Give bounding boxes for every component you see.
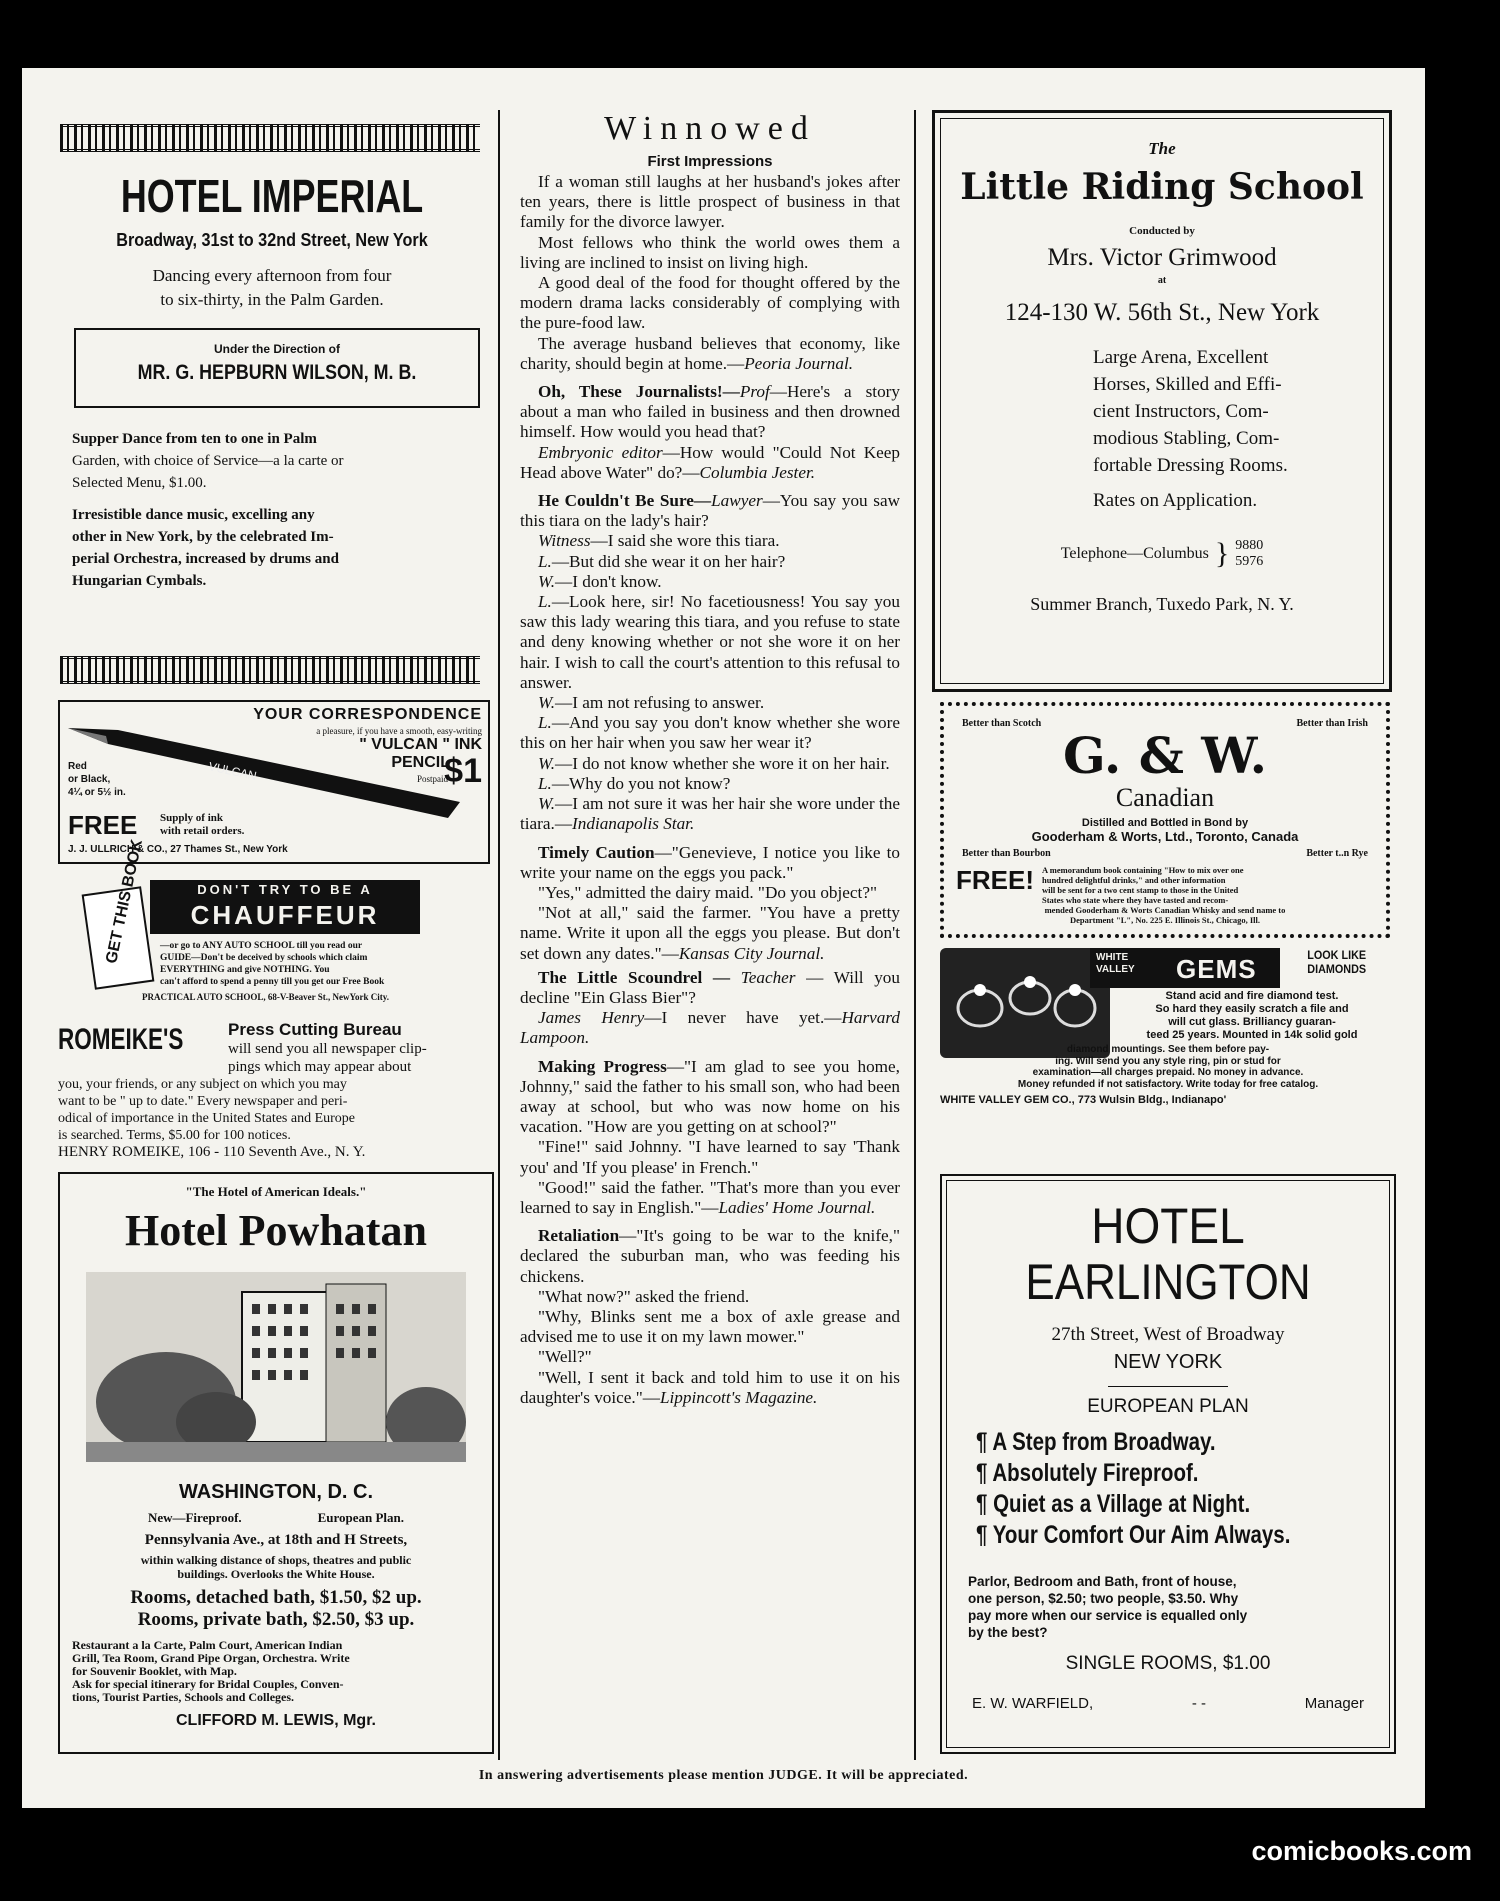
speaker: L. [538, 592, 552, 612]
text-line: Canadian [1115, 783, 1215, 812]
column-rule [498, 110, 500, 1760]
text-line: Department "L", No. 225 E. Illinois St., Chicago, Ill. [1069, 915, 1261, 925]
director-name: MR. G. HEPBURN WILSON, M. B. [137, 361, 417, 384]
speaker: W. [538, 753, 556, 773]
page-footer: In answering advertisements please mention JUDGE. It will be appreciated. [478, 1768, 969, 1783]
text-span: —I do not know whether she wore it on her hair. [555, 753, 890, 773]
hotel-earlington-ad [940, 1174, 1396, 1754]
book-illustration [82, 838, 155, 989]
pencil-imprint: VULCAN [207, 759, 258, 784]
text-span: "Not at all," said the farmer. "You have a pretty name. Write it upon all the eggs you please. But don't set down any dates."— [520, 903, 900, 963]
text-line: will be sent for a two cent stamp to those in the United [1042, 885, 1239, 895]
text-line: VALLEY [1096, 964, 1135, 975]
text-line: pay more when our service is equalled only [968, 1608, 1248, 1623]
ad-title: Hotel Powhatan [125, 1206, 427, 1255]
joke-heading: Oh, These Journalists!— [538, 382, 740, 402]
direction-label: Under the Direction of [213, 342, 340, 356]
banner-small-text [1096, 952, 1135, 976]
joke-heading: Timely Caution [538, 842, 655, 862]
paragraph [520, 592, 900, 693]
comparison-row [944, 844, 1386, 859]
text-line: want to be " up to date." Every newspaper and peri- [58, 1094, 348, 1109]
paragraph: "Why, Blinks sent me a box of axle grease and advised me to use it on my lawn mower." [520, 1306, 900, 1347]
text-line: Grill, Tea Room, Grand Pipe Organ, Orchestra. Write [72, 1651, 350, 1665]
ad-text [940, 1044, 1396, 1090]
speaker: L. [538, 713, 552, 733]
speaker: Embryonic editor [538, 442, 663, 462]
joke-heading: He Couldn't Be Sure— [538, 491, 712, 511]
text-line: Your Comfort Our Aim Always. [992, 1521, 1291, 1549]
winnowed-column [520, 106, 900, 1408]
text-span: —"Genevieve, I notice you like to write your name on the eggs you pack." [520, 842, 900, 882]
text-line: Better than Irish [1296, 718, 1368, 729]
text-line: other in New York, by the celebrated Im- [72, 529, 334, 545]
paragraph [520, 531, 900, 551]
ad-text [58, 1076, 365, 1161]
product-name: " VULCAN " INK [359, 736, 482, 753]
paragraph [520, 713, 900, 753]
paragraph [520, 754, 900, 774]
company-name: J. J. ULLRICH & CO., 27 Thames St., New York [68, 844, 288, 855]
text-line: Garden, with choice of Service—a la carte or [72, 453, 344, 469]
romeike-ad [58, 1020, 496, 1165]
text-span: —"It's going to be war to the knife," declared the suburban man, who was feeding his chickens. [520, 1226, 900, 1286]
feature-item [976, 1458, 1319, 1489]
text-span: —But did she wear it on her hair? [551, 551, 786, 571]
ad-text [1112, 990, 1392, 1042]
speaker: Teacher [740, 967, 796, 987]
company-name: PRACTICAL AUTO SCHOOL, 68-V-Beaver St., NewYork City. [142, 992, 390, 1002]
manager-title: Manager [1304, 1695, 1364, 1712]
text-line: hundred delightful drinks," and other information [1042, 875, 1226, 885]
text-line: Stand acid and fire diamond test. [1165, 990, 1339, 1002]
source: Peoria Journal. [744, 353, 854, 373]
company-name: WHITE VALLEY GEM CO., 773 Wulsin Bldg., Indianapo' [940, 1094, 1227, 1106]
text-span: "Good!" said the father. "That's more than you ever learned to say in English."— [520, 1177, 900, 1217]
paragraph [520, 1178, 900, 1218]
rings-illustration [940, 948, 1110, 1058]
white-valley-gems-ad [940, 948, 1400, 1106]
source: Kansas City Journal. [678, 943, 825, 963]
ornamental-border [60, 124, 480, 152]
text-line: Parlor, Bedroom and Bath, front of house, [968, 1574, 1237, 1589]
paragraph: "Well?" [538, 1347, 592, 1367]
features [60, 1510, 492, 1526]
proprietor: Mrs. Victor Grimwood [1047, 244, 1277, 271]
text-line: DIAMONDS [1307, 962, 1367, 976]
speaker: W. [538, 571, 556, 591]
pilcrow-icon: ¶ [976, 1490, 988, 1518]
paragraph [520, 1226, 900, 1287]
site-watermark: comicbooks.com [1251, 1836, 1472, 1866]
ad-text [228, 1040, 427, 1076]
text-line: mended Gooderham & Worts Canadian Whisky and send name to [1044, 905, 1286, 915]
text-span: —I am not sure it was her hair she wore under the tiara.— [520, 794, 900, 834]
look-like-diamonds [1307, 948, 1366, 976]
text-line: Supply of ink [160, 812, 223, 824]
ad-body [160, 940, 384, 988]
feature-item [976, 1520, 1319, 1551]
city: WASHINGTON, D. C. [178, 1481, 374, 1503]
text-line: Ask for special itinerary for Bridal Couples, Conven- [72, 1677, 344, 1691]
text-line: you, your friends, or any subject on which you may [58, 1077, 347, 1092]
single-rooms: SINGLE ROOMS, $1.00 [1065, 1653, 1271, 1674]
section-heading: First Impressions [647, 153, 773, 170]
text-span: —I never have yet.— [644, 1008, 842, 1028]
text-line: Rates on Application. [1093, 490, 1258, 511]
text-span: —I am not refusing to answer. [555, 693, 765, 713]
paragraph [520, 693, 900, 713]
text-line: Conducted by [1129, 225, 1195, 237]
ad-text: Dancing every afternoon from four [152, 266, 392, 285]
text-line: Telephone—Columbus [1060, 545, 1209, 562]
text-span: —How would "Could Not Keep Head above Water" do?— [520, 442, 900, 482]
text-line: perial Orchestra, increased by drums and [72, 551, 339, 567]
bureau-title: Press Cutting Bureau [228, 1020, 402, 1039]
chauffeur-banner [150, 880, 420, 934]
magazine-page [22, 68, 1425, 1808]
joke-heading: Making Progress [538, 1056, 667, 1076]
text-line: by the best? [968, 1625, 1048, 1640]
text-span: The average husband believes that economy, like charity, should begin at home.— [520, 333, 900, 373]
text-line: diamond mountings. See them before pay- [1066, 1044, 1270, 1055]
free-label: FREE! [956, 865, 1034, 895]
ad-text: to six-thirty, in the Palm Garden. [160, 290, 384, 309]
text-line: Supper Dance from ten to one in Palm [72, 431, 317, 447]
pencil-colors [68, 760, 126, 799]
text-line: teed 25 years. Mounted in 14k solid gold [1146, 1029, 1358, 1041]
feature-item [976, 1427, 1319, 1458]
text-line: WHITE [1096, 952, 1129, 963]
text-line: will cut glass. Brilliancy guaran- [1168, 1016, 1336, 1028]
manager-name: E. W. WARFIELD, [972, 1695, 1094, 1712]
address: HENRY ROMEIKE, 106 - 110 Seventh Ave., N. Y. [58, 1144, 366, 1160]
source: Indianapolis Star. [572, 814, 695, 834]
text-line: buildings. Overlooks the White House. [177, 1567, 375, 1581]
text-line: Restaurant a la Carte, Palm Court, American Indian [72, 1638, 343, 1652]
paragraph [520, 572, 900, 592]
ad-text: PENCIL [391, 754, 450, 771]
text-line: Red [68, 761, 87, 772]
paragraph [520, 968, 900, 1008]
paragraph: "What now?" asked the friend. [538, 1286, 750, 1306]
ad-text [944, 905, 1386, 925]
paragraph [520, 903, 900, 964]
paragraph [520, 1008, 900, 1048]
text-span: — Will you decline "Ein Glass Bier"? [520, 967, 900, 1007]
free-offer [944, 859, 1386, 905]
vulcan-pencil-ad [58, 700, 490, 864]
text-line: So hard they easily scratch a file and [1155, 1003, 1349, 1015]
text-span: —I don't know. [555, 571, 662, 591]
paragraph [520, 774, 900, 794]
text-line: at [1157, 275, 1167, 286]
text-line: Large Arena, Excellent [1093, 347, 1269, 368]
text-line: EVERYTHING and give NOTHING. You [160, 965, 330, 975]
text-span: "Well, I sent it back and told him to use it on his daughter's voice."— [520, 1367, 900, 1407]
text-line: —or go to ANY AUTO SCHOOL till you read our [160, 941, 363, 951]
speaker: W. [538, 693, 556, 713]
speaker: L. [538, 551, 552, 571]
text-line: ing. Will send you any style ring, pin or stud for [1055, 1055, 1281, 1067]
room-rates [60, 1587, 492, 1631]
paragraph: Most fellows who think the world owes them a living are inclined to insist on living high. [520, 232, 900, 272]
text-line: THIS [110, 889, 136, 929]
hotel-powhatan-ad [58, 1172, 494, 1754]
text-line: - - [1191, 1695, 1207, 1712]
paragraph [520, 1368, 900, 1408]
column-title: Winnowed [604, 110, 816, 147]
text-line: DON'T TRY TO BE A [197, 882, 373, 897]
address: 124-130 W. 56th St., New York [1004, 299, 1320, 326]
text-line: will send you all newspaper clip- [228, 1041, 427, 1057]
text-line: within walking distance of shops, theatres and public [140, 1553, 412, 1567]
paragraph: If a woman still laughs at her husband's jokes after ten years, there is little prospect of business in that family for the divorce lawyer. [520, 172, 900, 232]
text-span: —Here's a story about a man who failed in business and then drowned himself. How would you head that? [520, 382, 900, 442]
banner-title: GEMS [1176, 954, 1257, 984]
ad-title: EARLINGTON [1025, 1254, 1311, 1310]
ad-title: Little Riding School [960, 166, 1364, 208]
joke-heading: Retaliation [538, 1226, 620, 1246]
plan: EUROPEAN PLAN [1087, 1396, 1249, 1417]
ad-title: YOUR CORRESPONDENCE [253, 706, 482, 723]
text-span: —Why do you not know? [551, 773, 731, 793]
paragraph [520, 552, 900, 572]
text-line: tions, Tourist Parties, Schools and Colleges. [72, 1690, 295, 1704]
music-text [52, 504, 492, 592]
text-line: or Black, [68, 774, 111, 785]
price: $1 [444, 752, 482, 790]
text-line: Better t..n Rye [1306, 848, 1368, 859]
ornamental-border [60, 656, 480, 684]
address: Pennsylvania Ave., at 18th and H Streets, [144, 1532, 408, 1548]
hotel-imperial-ad [52, 168, 492, 592]
text-line: Money refunded if not satisfactory. Write today for free catalog. [1017, 1078, 1319, 1090]
text-line: Selected Menu, $1.00. [72, 475, 207, 491]
text-line: Absolutely Fireproof. [992, 1459, 1199, 1487]
feature-item [976, 1489, 1319, 1520]
brand-name: G. & W. [1062, 726, 1268, 785]
source: Ladies' Home Journal. [718, 1197, 876, 1217]
ad-title: ROMEIKE'S [58, 1023, 184, 1056]
supply-text [160, 812, 244, 838]
speaker: Witness [538, 531, 591, 551]
telephone: Telephone—Columbus } 9880 5976 [1060, 537, 1264, 570]
pilcrow-icon: ¶ [976, 1428, 988, 1456]
gems-banner [1090, 948, 1280, 988]
text-span: —You say you saw this tiara on the lady's hair? [520, 491, 900, 531]
free-label: FREE [68, 810, 138, 840]
paragraph [520, 794, 900, 834]
text-line: one person, $2.50; two people, $3.50. Why [968, 1591, 1239, 1606]
text-line: A Step from Broadway. [992, 1428, 1216, 1456]
text-line: fortable Dressing Rooms. [1093, 455, 1288, 476]
tagline: "The Hotel of American Ideals." [185, 1184, 367, 1199]
source: Columbia Jester. [699, 462, 816, 482]
text-span: —"I am glad to see you home, Johnny," said the father to his small son, who had been away at school, but who was now home on his vacation. "How are you getting on at school?" [520, 1056, 900, 1137]
supper-text [52, 428, 492, 494]
ad-text: a pleasure, if you have a smooth, easy-writing [316, 726, 482, 736]
text-span: —And you say you don't know whether she wore this on her hair when you saw her wear it? [520, 713, 900, 753]
text-line: with retail orders. [160, 825, 245, 837]
paragraph [520, 443, 900, 483]
director-box [74, 328, 480, 408]
text-line: BOOK [119, 838, 146, 889]
text-line: GUIDE—Don't be deceived by schools which claim [160, 953, 368, 963]
column-rule [914, 110, 916, 1760]
paragraph [520, 491, 900, 531]
speaker: James Henry [538, 1008, 645, 1028]
hotel-building-illustration [86, 1272, 466, 1462]
text-line: Better than Bourbon [962, 848, 1051, 859]
ad-text: Postpaid [416, 774, 448, 784]
pilcrow-icon: ¶ [976, 1459, 988, 1487]
text-line: cient Instructors, Com- [1093, 401, 1269, 422]
speaker: L. [538, 773, 552, 793]
paragraph [520, 334, 900, 374]
ad-title: HOTEL IMPERIAL [120, 170, 424, 222]
text-line: 9880 [1235, 538, 1264, 553]
text-line: European Plan. [317, 1510, 405, 1525]
paragraph [520, 382, 900, 443]
text-span: —I said she wore this tiara. [590, 531, 780, 551]
text-line: Irresistible dance music, excelling any [72, 507, 315, 523]
text-line: Hungarian Cymbals. [72, 573, 207, 589]
speaker: Lawyer [711, 491, 763, 511]
text-line: Horses, Skilled and Effi- [1093, 374, 1282, 395]
text-line: A memorandum book containing "How to mix over one [1042, 865, 1244, 875]
summer-branch: Summer Branch, Tuxedo Park, N. Y. [1030, 594, 1294, 614]
manager: CLIFFORD M. LEWIS, Mgr. [176, 1712, 376, 1729]
text-line: 4¼ or 5½ in. [68, 787, 126, 798]
text-line: The [1148, 139, 1176, 158]
ad-address: Broadway, 31st to 32nd Street, New York [116, 230, 428, 250]
gw-whisky-ad [940, 702, 1390, 938]
source: Harvard Lampoon. [520, 1008, 901, 1048]
text-line: Better than Scotch [962, 718, 1042, 729]
text-line: for Souvenir Booklet, with Map. [72, 1664, 237, 1678]
text-line: odical of importance in the United States and Europe [58, 1111, 356, 1126]
ad-title: HOTEL [1091, 1198, 1245, 1254]
speaker: W. [538, 794, 556, 814]
text-span: —Look here, sir! No facetiousness! You say you saw this lady wearing this tiara, and you refuse to state and deny knowing whether or not she wore it on her hair. I wish to call the court's attention to this refusal to answer. [520, 592, 900, 692]
text-line: States who state where they have tasted and recom- [1042, 895, 1229, 905]
maker: Gooderham & Worts, Ltd., Toronto, Canada [1031, 829, 1299, 844]
text-line: Quiet as a Village at Night. [993, 1490, 1251, 1518]
text-line: modious Stabling, Com- [1093, 428, 1280, 449]
text-line: GET [103, 929, 127, 966]
city: NEW YORK [1113, 1351, 1223, 1373]
text-line: CHAUFFEUR [190, 900, 380, 930]
text-line: is searched. Terms, $5.00 for 100 notices. [58, 1128, 291, 1143]
text-line: New—Fireproof. [147, 1510, 242, 1525]
address: 27th Street, West of Broadway [1051, 1324, 1285, 1345]
speaker: Prof [739, 382, 770, 402]
text-line: Rooms, private bath, $2.50, $3 up. [137, 1609, 415, 1630]
text-line: LOOK LIKE [1307, 948, 1367, 962]
ad-text [60, 1639, 492, 1704]
paragraph [520, 843, 900, 883]
text-line: Distilled and Bottled in Bond by [1081, 817, 1249, 829]
pilcrow-icon: ¶ [976, 1521, 988, 1549]
paragraph: "Yes," admitted the dairy maid. "Do you object?" [538, 882, 877, 902]
paragraph: "Fine!" said Johnny. "I have learned to say 'Thank you' and 'If you please' in French." [520, 1137, 900, 1177]
text-line: pings which may appear about [228, 1059, 412, 1075]
source: Lippincott's Magazine. [659, 1387, 818, 1407]
riding-school-ad [932, 110, 1392, 692]
text-line: Rooms, detached bath, $1.50, $2 up. [130, 1587, 422, 1608]
paragraph: A good deal of the food for thought offered by the modern drama lacks considerably of complying with the pure-food law. [520, 273, 900, 333]
ad-text [60, 1553, 492, 1581]
ad-text [1042, 865, 1244, 905]
text-line: 5976 [1235, 554, 1264, 569]
text-line: can't afford to spend a penny till you get our Free Book [160, 977, 385, 987]
text-line: examination—all charges prepaid. No money in advance. [1032, 1067, 1304, 1078]
paragraph [520, 1057, 900, 1138]
joke-heading: The Little Scoundrel — [538, 967, 741, 987]
